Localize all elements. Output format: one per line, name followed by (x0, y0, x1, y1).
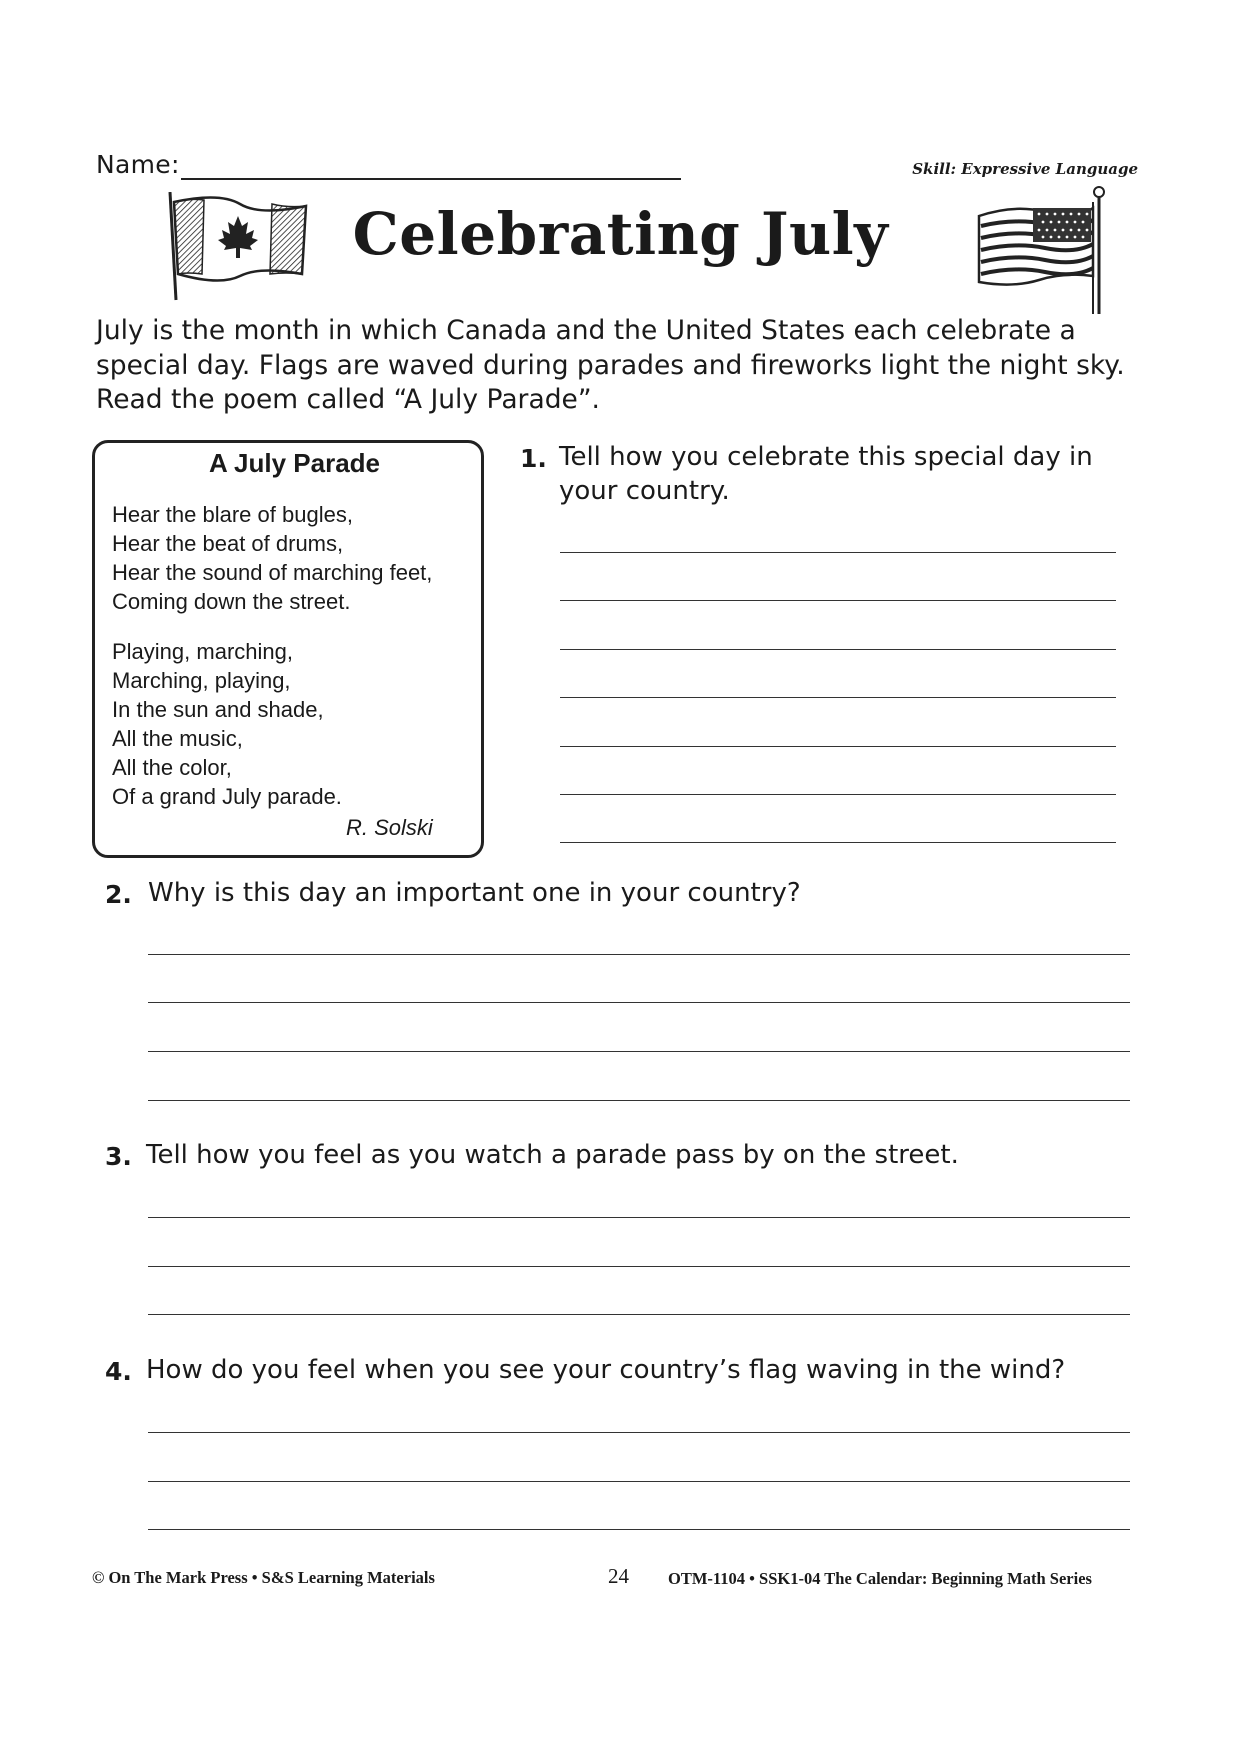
answer-line[interactable] (148, 954, 1130, 955)
answer-line[interactable] (148, 1217, 1130, 1218)
poem-line: All the color, (112, 755, 232, 780)
name-label: Name: (96, 150, 180, 179)
footer-copyright: © On The Mark Press • S&S Learning Materials (92, 1568, 435, 1587)
answer-line[interactable] (560, 552, 1116, 553)
skill-label: Skill: Expressive Language (912, 160, 1138, 178)
intro-paragraph: July is the month in which Canada and the United States each celebrate a special day. Flags are waved during parades and fireworks light the night sky. Read the poem called “A July Parade”. (96, 315, 1125, 415)
answer-line[interactable] (560, 649, 1116, 650)
answer-line[interactable] (560, 600, 1116, 601)
poem-line: Marching, playing, (112, 668, 291, 693)
poem-line: Hear the beat of drums, (112, 531, 344, 556)
question-3-text: Tell how you feel as you watch a parade pass by on the street. (146, 1140, 959, 1170)
question-2-number: 2. (105, 880, 132, 909)
answer-line[interactable] (148, 1100, 1130, 1101)
answer-line[interactable] (560, 842, 1116, 843)
poem-line: In the sun and shade, (112, 697, 324, 722)
answer-line[interactable] (148, 1051, 1130, 1052)
answer-line[interactable] (148, 1002, 1130, 1003)
poem-line: Coming down the street. (112, 589, 351, 614)
answer-line[interactable] (560, 697, 1116, 698)
poem-title: A July Parade (208, 448, 380, 478)
question-1-number: 1. (520, 444, 547, 473)
answer-line[interactable] (148, 1314, 1130, 1315)
question-4-text: How do you feel when you see your country’s flag waving in the wind? (146, 1355, 1066, 1385)
canada-flag-icon (160, 192, 310, 302)
answer-line[interactable] (148, 1432, 1130, 1433)
answer-line[interactable] (148, 1529, 1130, 1530)
poem-line: All the music, (112, 726, 243, 751)
answer-line[interactable] (560, 746, 1116, 747)
poem-line: Hear the sound of marching feet, (112, 560, 433, 585)
usa-flag-icon (975, 182, 1105, 317)
question-4-number: 4. (105, 1357, 132, 1386)
answer-line[interactable] (148, 1481, 1130, 1482)
name-field[interactable] (181, 178, 681, 180)
answer-line[interactable] (148, 1266, 1130, 1267)
footer-series: OTM-1104 • SSK1-04 The Calendar: Beginning Math Series (668, 1569, 1092, 1588)
question-1-text: Tell how you celebrate this special day in your country. (559, 442, 1093, 506)
question-2-text: Why is this day an important one in your country? (148, 878, 801, 908)
question-3-number: 3. (105, 1142, 132, 1171)
poem-author: R. Solski (346, 815, 433, 840)
poem-line: Playing, marching, (112, 639, 293, 664)
answer-line[interactable] (560, 794, 1116, 795)
poem-line: Hear the blare of bugles, (112, 502, 353, 527)
page-number: 24 (608, 1564, 629, 1588)
poem-line: Of a grand July parade. (112, 784, 342, 809)
page-title: Celebrating July (352, 200, 889, 268)
